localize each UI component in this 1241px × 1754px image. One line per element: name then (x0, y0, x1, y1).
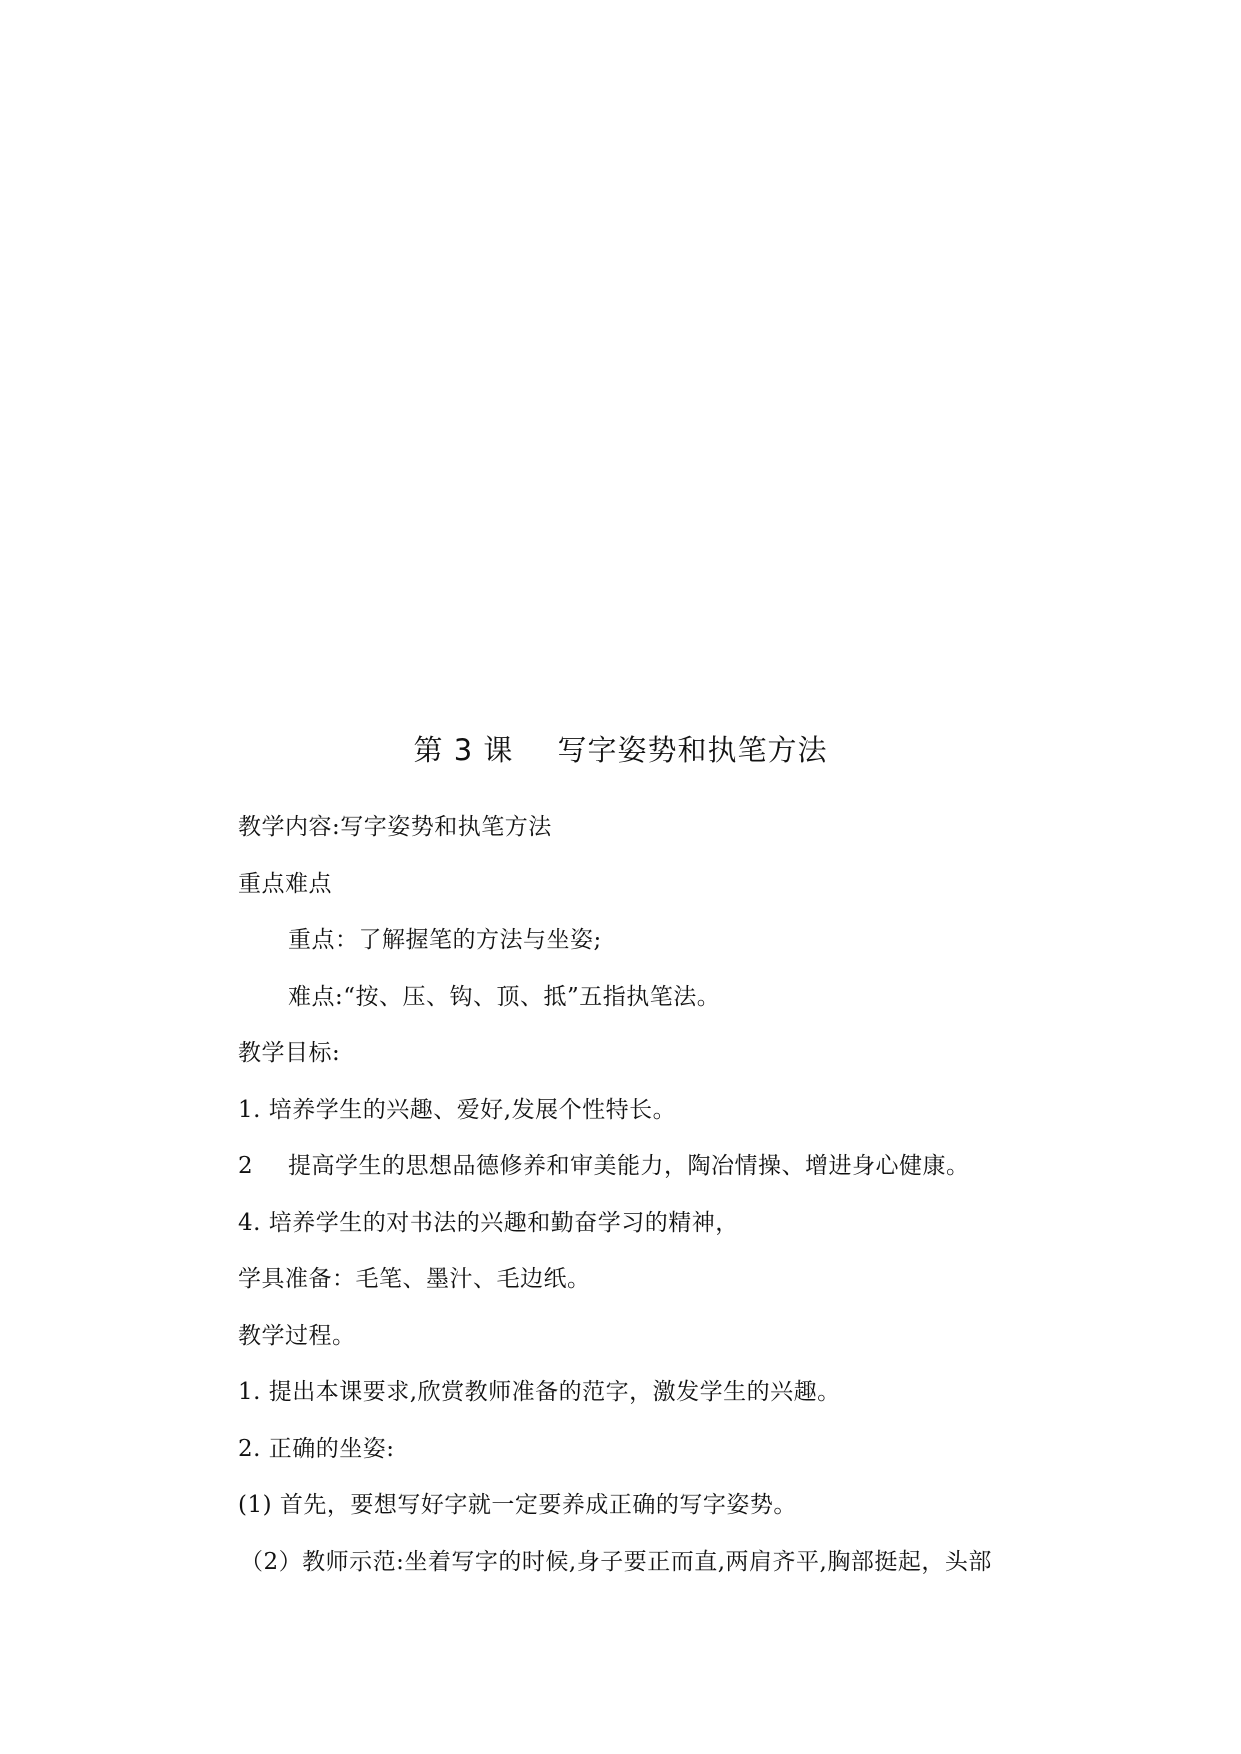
goal-item-2-number: 2 (238, 1153, 254, 1179)
process-step-2: 2. 正确的坐姿: (238, 1436, 395, 1462)
goal-item-4: 4. 培养学生的对书法的兴趣和勤奋学习的精神， (238, 1210, 739, 1236)
key-point-line: 重点：了解握笔的方法与坐姿; (288, 927, 602, 953)
process-step-1: 1. 提出本课要求,欣赏教师准备的范字，激发学生的兴趣。 (238, 1379, 841, 1405)
goal-item-2 (238, 1151, 970, 1181)
key-points-heading: 重点难点 (238, 871, 332, 897)
difficulty-line: 难点:“按、压、钩、顶、抵”五指执笔法。 (288, 984, 721, 1010)
teaching-goals-heading: 教学目标: (238, 1040, 341, 1066)
materials-line: 学具准备：毛笔、墨汁、毛边纸。 (238, 1266, 591, 1292)
process-heading: 教学过程。 (238, 1323, 356, 1349)
goal-item-2-text: 提高学生的思想品德修养和审美能力，陶冶情操、增进身心健康。 (288, 1153, 970, 1179)
process-substep-2: （2）教师示范:坐着写字的时候,身子要正而直,两肩齐平,胸部挺起，头部 (240, 1549, 992, 1575)
goal-item-1: 1. 培养学生的兴趣、爱好,发展个性特长。 (238, 1097, 677, 1123)
lesson-number: 第 3 课 (413, 733, 514, 767)
process-substep-1: (1) 首先，要想写好字就一定要养成正确的写字姿势。 (238, 1492, 797, 1518)
lesson-title (0, 728, 1241, 769)
teaching-content-line: 教学内容:写字姿势和执笔方法 (238, 814, 552, 840)
lesson-topic: 写字姿势和执笔方法 (557, 733, 828, 767)
